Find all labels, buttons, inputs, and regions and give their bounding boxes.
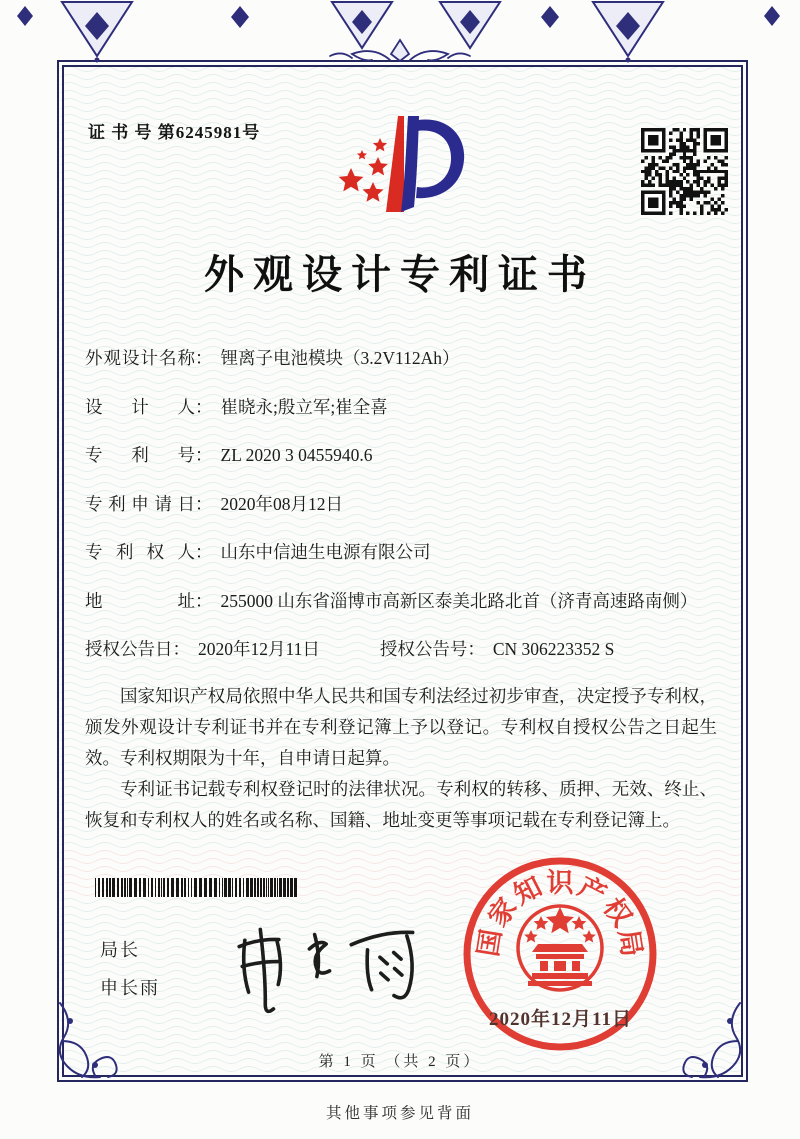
svg-text:产: 产	[573, 871, 612, 911]
svg-text:国: 国	[472, 927, 507, 959]
svg-text:权: 权	[597, 892, 638, 933]
field-label: 授权公告日	[85, 639, 173, 659]
top-border-ornament	[0, 0, 800, 90]
field-value: ZL 2020 3 0455940.6	[220, 445, 373, 465]
field-design-name: 外观设计名称 ： 锂离子电池模块（3.2V112Ah）	[85, 344, 730, 372]
legal-paragraph-1: 国家知识产权局依照中华人民共和国专利法经过初步审查，决定授予专利权，颁发外观设计专利证书并在专利登记簿上予以登记。专利权自授权公告之日起生效。专利权期限为十年，自申请日起算。	[85, 686, 717, 768]
field-grant-date: 授权公告日 ： 2020年12月11日	[85, 635, 320, 663]
legal-text	[85, 681, 717, 836]
field-value: 2020年08月12日	[220, 493, 343, 514]
field-patentee: 专利权人 ： 山东中信迪生电源有限公司	[85, 538, 730, 566]
cnipa-logo-icon	[330, 100, 480, 236]
seal-date: 2020年12月11日	[489, 1009, 632, 1030]
field-filing-date: 专利申请日 ： 2020年08月12日	[85, 490, 730, 518]
field-label: 外观设计名称	[85, 348, 195, 368]
field-list	[85, 344, 730, 663]
field-grant-row	[85, 635, 730, 663]
field-value: 山东中信迪生电源有限公司	[220, 542, 431, 562]
commissioner-title: 局长	[100, 940, 140, 960]
page-number: 第 1 页 （共 2 页）	[318, 1054, 482, 1070]
field-label: 专利权人	[85, 542, 195, 562]
field-label: 专利申请日	[85, 493, 195, 514]
field-value: 255000 山东省淄博市高新区泰美北路北首（济青高速路南侧）	[220, 590, 698, 611]
back-side-note: 其他事项参见背面	[325, 1105, 474, 1122]
field-label: 专利号	[85, 445, 195, 465]
field-value: 2020年12月11日	[198, 639, 320, 659]
certificate-number: 证 书 号 第6245981号	[88, 123, 261, 142]
svg-text:局: 局	[613, 927, 648, 959]
seal-emblem	[524, 907, 595, 986]
field-value: 崔晓永;殷立军;崔全喜	[220, 396, 388, 417]
field-patent-number: 专利号 ： ZL 2020 3 0455940.6	[85, 441, 730, 469]
legal-paragraph-2: 专利证书记载专利权登记时的法律状况。专利权的转移、质押、无效、终止、恢复和专利权人的姓名或名称、国籍、地址变更等事项记载在专利登记簿上。	[85, 779, 717, 830]
field-value: 锂离子电池模块（3.2V112Ah）	[220, 348, 460, 368]
handwritten-signature	[212, 900, 442, 1025]
svg-text:家: 家	[482, 892, 523, 933]
qr-code	[641, 128, 728, 215]
field-label: 设计人	[85, 396, 195, 417]
field-label: 授权公告号	[379, 639, 468, 659]
barcode	[95, 878, 301, 897]
field-address: 地址 ： 255000 山东省淄博市高新区泰美北路北首（济青高速路南侧）	[85, 587, 730, 615]
commissioner-name: 申长雨	[100, 978, 160, 998]
svg-text:识: 识	[546, 868, 574, 898]
field-grant-number: 授权公告号 ： CN 306223352 S	[380, 635, 615, 663]
certificate-title: 外观设计专利证书	[204, 252, 596, 297]
svg-text:知: 知	[508, 871, 547, 911]
field-value: CN 306223352 S	[492, 639, 615, 659]
field-label: 地址	[85, 590, 195, 611]
field-designer: 设计人 ： 崔晓永;殷立军;崔全喜	[85, 393, 730, 421]
